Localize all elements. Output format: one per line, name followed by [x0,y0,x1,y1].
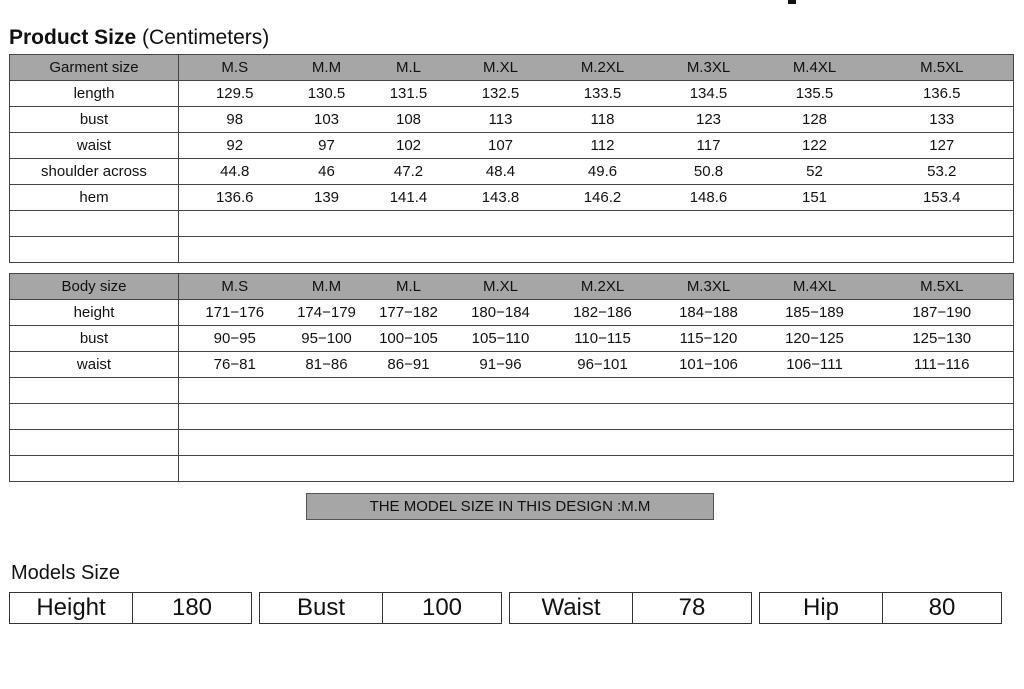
value-cell: 148.6 [659,185,759,211]
row-label-cell: bust [10,107,179,133]
value-cell: 174−179 [291,300,363,326]
value-cell [759,211,871,237]
table-row [10,430,1014,456]
value-cell [759,237,871,263]
header-cell: M.3XL [659,55,759,81]
value-cell: 180−184 [455,300,547,326]
value-cell [547,456,659,482]
value-cell: 143.8 [455,185,547,211]
title-bold: Product Size [9,26,137,49]
value-cell: 113 [455,107,547,133]
value-cell [871,404,1014,430]
value-cell [455,430,547,456]
value-cell: 52 [759,159,871,185]
row-label-cell [10,456,179,482]
header-cell: M.S [179,55,291,81]
value-cell: 100−105 [363,326,455,352]
value-cell: 139 [291,185,363,211]
value-cell [547,211,659,237]
model-height-label: Height [10,593,133,623]
value-cell [363,211,455,237]
value-cell: 112 [547,133,659,159]
value-cell: 153.4 [871,185,1014,211]
table-row [10,159,1014,185]
value-cell [455,211,547,237]
value-cell: 127 [871,133,1014,159]
models-size-row [9,592,1002,624]
value-cell [179,378,291,404]
table-row [10,237,1014,263]
header-cell: M.M [291,55,363,81]
value-cell: 50.8 [659,159,759,185]
value-cell: 86−91 [363,352,455,378]
value-cell: 49.6 [547,159,659,185]
model-height [9,592,252,624]
table-row [10,456,1014,482]
header-cell: M.4XL [759,274,871,300]
row-label-cell: hem [10,185,179,211]
value-cell: 187−190 [871,300,1014,326]
value-cell [291,430,363,456]
value-cell [455,378,547,404]
value-cell [547,430,659,456]
table-row [10,81,1014,107]
value-cell: 47.2 [363,159,455,185]
model-bust [259,592,502,624]
value-cell [455,237,547,263]
model-hip [759,592,1002,624]
value-cell: 134.5 [659,81,759,107]
value-cell [871,430,1014,456]
value-cell [547,237,659,263]
value-cell [871,237,1014,263]
value-cell [291,378,363,404]
value-cell: 95−100 [291,326,363,352]
value-cell: 115−120 [659,326,759,352]
row-label-cell: height [10,300,179,326]
header-cell: M.5XL [871,274,1014,300]
value-cell [291,237,363,263]
header-cell: M.2XL [547,55,659,81]
value-cell: 98 [179,107,291,133]
value-cell [659,404,759,430]
value-cell [179,237,291,263]
value-cell: 107 [455,133,547,159]
value-cell: 136.6 [179,185,291,211]
value-cell: 108 [363,107,455,133]
value-cell [659,211,759,237]
value-cell: 151 [759,185,871,211]
row-label-cell: length [10,81,179,107]
value-cell [547,378,659,404]
header-cell: M.5XL [871,55,1014,81]
value-cell: 133.5 [547,81,659,107]
value-cell: 133 [871,107,1014,133]
model-waist [509,592,752,624]
value-cell [363,404,455,430]
table-row [10,404,1014,430]
value-cell: 135.5 [759,81,871,107]
header-cell: M.S [179,274,291,300]
header-cell: M.M [291,274,363,300]
header-cell: M.L [363,274,455,300]
value-cell: 106−111 [759,352,871,378]
table-header-row [10,55,1014,81]
value-cell [455,404,547,430]
value-cell: 91−96 [455,352,547,378]
header-cell: Garment size [10,55,179,81]
header-cell: M.XL [455,274,547,300]
row-label-cell [10,211,179,237]
value-cell [871,378,1014,404]
row-label-cell: bust [10,326,179,352]
value-cell [759,456,871,482]
table-row [10,107,1014,133]
model-waist-value: 78 [678,594,706,621]
table-row [10,211,1014,237]
value-cell [363,430,455,456]
value-cell [659,430,759,456]
value-cell: 102 [363,133,455,159]
model-hip-label: Hip [760,593,883,623]
value-cell [659,237,759,263]
top-edge-mark [788,0,796,4]
model-bust-value: 100 [421,594,463,621]
value-cell: 76−81 [179,352,291,378]
value-cell: 53.2 [871,159,1014,185]
header-cell: M.4XL [759,55,871,81]
value-cell: 117 [659,133,759,159]
value-cell: 141.4 [363,185,455,211]
value-cell: 46 [291,159,363,185]
value-cell: 128 [759,107,871,133]
value-cell [291,211,363,237]
row-label-cell: shoulder across [10,159,179,185]
value-cell: 97 [291,133,363,159]
value-cell: 101−106 [659,352,759,378]
value-cell [759,430,871,456]
value-cell [759,378,871,404]
model-bust-label: Bust [260,593,383,623]
value-cell: 96−101 [547,352,659,378]
table-row [10,326,1014,352]
row-label-cell: waist [10,133,179,159]
value-cell: 44.8 [179,159,291,185]
value-cell: 185−189 [759,300,871,326]
value-cell: 146.2 [547,185,659,211]
value-cell [659,378,759,404]
page-title [9,26,269,50]
value-cell: 132.5 [455,81,547,107]
value-cell [363,237,455,263]
value-cell [179,404,291,430]
title-unit: (Centimeters) [142,26,270,49]
body-size-table [9,273,1014,482]
value-cell: 120−125 [759,326,871,352]
value-cell [291,456,363,482]
table-row [10,378,1014,404]
value-cell: 110−115 [547,326,659,352]
value-cell: 111−116 [871,352,1014,378]
header-cell: M.XL [455,55,547,81]
value-cell: 171−176 [179,300,291,326]
value-cell [363,378,455,404]
row-label-cell [10,378,179,404]
table-row [10,300,1014,326]
value-cell [547,404,659,430]
value-cell: 177−182 [363,300,455,326]
models-size-title: Models Size [11,562,120,584]
value-cell: 123 [659,107,759,133]
value-cell: 136.5 [871,81,1014,107]
value-cell [659,456,759,482]
value-cell [871,211,1014,237]
header-cell: M.3XL [659,274,759,300]
value-cell: 130.5 [291,81,363,107]
value-cell: 125−130 [871,326,1014,352]
value-cell [455,456,547,482]
value-cell [179,430,291,456]
table-row [10,185,1014,211]
value-cell: 184−188 [659,300,759,326]
row-label-cell [10,430,179,456]
row-label-cell: waist [10,352,179,378]
value-cell: 131.5 [363,81,455,107]
value-cell [291,404,363,430]
value-cell [871,456,1014,482]
value-cell [363,456,455,482]
model-waist-label: Waist [510,593,633,623]
value-cell: 129.5 [179,81,291,107]
table-row [10,352,1014,378]
value-cell [179,456,291,482]
table-row [10,133,1014,159]
value-cell: 105−110 [455,326,547,352]
value-cell: 118 [547,107,659,133]
value-cell: 182−186 [547,300,659,326]
value-cell: 122 [759,133,871,159]
model-size-banner: THE MODEL SIZE IN THIS DESIGN :M.M [306,493,714,520]
value-cell: 81−86 [291,352,363,378]
table-header-row [10,274,1014,300]
model-height-value: 180 [171,594,213,621]
value-cell [759,404,871,430]
garment-size-table [9,54,1014,263]
value-cell: 48.4 [455,159,547,185]
header-cell: Body size [10,274,179,300]
value-cell [179,211,291,237]
header-cell: M.2XL [547,274,659,300]
model-hip-value: 80 [928,594,956,621]
row-label-cell [10,404,179,430]
row-label-cell [10,237,179,263]
value-cell: 90−95 [179,326,291,352]
value-cell: 92 [179,133,291,159]
header-cell: M.L [363,55,455,81]
value-cell: 103 [291,107,363,133]
